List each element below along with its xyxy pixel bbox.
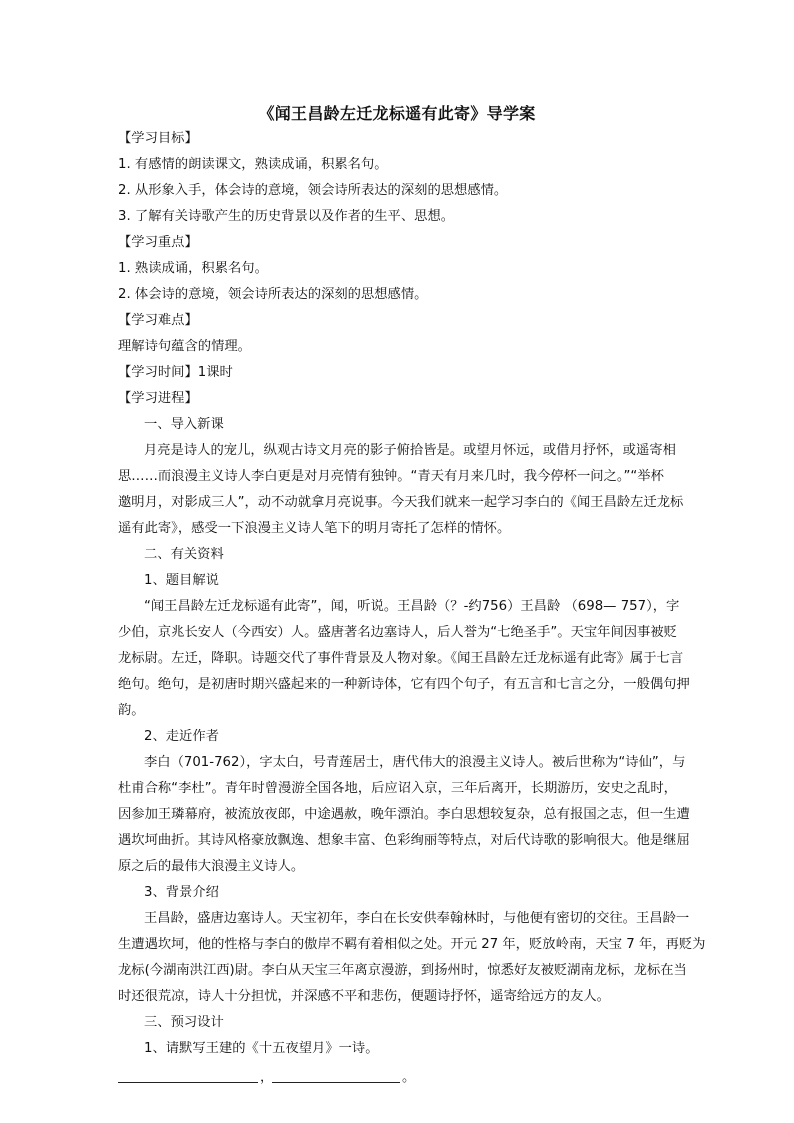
blank-comma: ， bbox=[260, 1070, 274, 1085]
blank-period: 。 bbox=[402, 1070, 416, 1085]
paragraph-line: 因参加王璘幕府，被流放夜郎，中途遇赦，晚年漂泊。李白思想较复杂，总有报国之志，但一生遭 bbox=[118, 807, 690, 822]
paragraph-line: 月亮是诗人的宠儿，纵观古诗文月亮的影子俯拾皆是。或望月怀远，或借月抒怀，或遥寄相 bbox=[144, 443, 676, 458]
process-heading: 【学习进程】 bbox=[118, 391, 198, 406]
paragraph-line: 思……而浪漫主义诗人李白更是对月亮情有独钟。“青天有月来几时，我今停杯一问之。”“举杯 bbox=[118, 469, 664, 484]
focus-item: 2. 体会诗的意境，领会诗所表达的深刻的思想感情。 bbox=[118, 287, 428, 302]
exercise-prompt: 1、请默写王建的《十五夜望月》一诗。 bbox=[144, 1041, 379, 1056]
paragraph-line: 杜甫合称“李杜”。青年时曾漫游全国各地，后应诏入京，三年后离开，长期游历，安史之乱时， bbox=[118, 781, 677, 796]
goal-item: 2. 从形象入手，体会诗的意境，领会诗所表达的深刻的思想感情。 bbox=[118, 183, 508, 198]
answer-blank-2[interactable] bbox=[272, 1062, 400, 1083]
paragraph-line: 原之后的最伟大浪漫主义诗人。 bbox=[118, 859, 305, 874]
goal-item: 1. 有感情的朗读课文，熟读成诵，积累名句。 bbox=[118, 157, 388, 172]
section-heading: 二、有关资料 bbox=[144, 547, 224, 562]
paragraph-line: 王昌龄，盛唐边塞诗人。天宝初年，李白在长安供奉翰林时，与他便有密切的交往。王昌龄一 bbox=[144, 911, 690, 926]
paragraph-line: 李白（701-762），字太白，号青莲居士，唐代伟大的浪漫主义诗人。被后世称为“诗仙”，与 bbox=[144, 755, 686, 770]
paragraph-line: 绝句。绝句，是初唐时期兴盛起来的一种新诗体，它有四个句子，有五言和七言之分，一般偶句押 bbox=[118, 677, 690, 692]
paragraph-line: “闻王昌龄左迁龙标遥有此寄”，闻，听说。王昌龄（？-约756）王昌龄 （698— 757），字 bbox=[144, 599, 680, 614]
paragraph-line: 龙标(今湖南洪江西)尉。李白从天宝三年离京漫游，到扬州时，惊悉好友被贬湖南龙标，龙标在当 bbox=[118, 963, 687, 978]
difficulty-heading: 【学习难点】 bbox=[118, 313, 198, 328]
focus-heading: 【学习重点】 bbox=[118, 235, 198, 250]
document-title: 《闻王昌龄左迁龙标遥有此寄》导学案 bbox=[258, 104, 536, 123]
section-heading: 三、预习设计 bbox=[144, 1015, 224, 1030]
focus-item: 1. 熟读成诵，积累名句。 bbox=[118, 261, 268, 276]
subsection-heading: 2、走近作者 bbox=[144, 729, 219, 744]
goals-heading: 【学习目标】 bbox=[118, 131, 198, 146]
paragraph-line: 时还很荒凉，诗人十分担忧，并深感不平和悲伤，便题诗抒怀，遥寄给远方的友人。 bbox=[118, 989, 610, 1004]
paragraph-line: 遇坎坷曲折。其诗风格豪放飘逸、想象丰富、色彩绚丽等特点，对后代诗歌的影响很大。他是继屈 bbox=[118, 833, 690, 848]
paragraph-line: 邀明月，对影成三人”，动不动就拿月亮说事。今天我们就来一起学习李白的《闻王昌龄左迁龙标 bbox=[118, 495, 684, 510]
paragraph-line: 龙标尉。左迁，降职。诗题交代了事件背景及人物对象。《闻王昌龄左迁龙标遥有此寄》属于七言 bbox=[118, 651, 684, 666]
answer-blank-1[interactable] bbox=[118, 1062, 258, 1083]
subsection-heading: 3、背景介绍 bbox=[144, 885, 219, 900]
time-line: 【学习时间】1课时 bbox=[118, 365, 233, 380]
section-heading: 一、导入新课 bbox=[144, 417, 224, 432]
goal-item: 3. 了解有关诗歌产生的历史背景以及作者的生平、思想。 bbox=[118, 209, 455, 224]
difficulty-text: 理解诗句蕴含的情理。 bbox=[118, 339, 251, 354]
paragraph-line: 少伯，京兆长安人（今西安）人。盛唐著名边塞诗人，后人誉为“七绝圣手”。天宝年间因事被贬 bbox=[118, 625, 677, 640]
subsection-heading: 1、题目解说 bbox=[144, 573, 219, 588]
paragraph-line: 韵。 bbox=[118, 703, 145, 718]
paragraph-line: 生遭遇坎坷，他的性格与李白的傲岸不羁有着相似之处。开元 27 年，贬放岭南，天宝 7 年，再贬为 bbox=[118, 937, 706, 952]
paragraph-line: 遥有此寄》，感受一下浪漫主义诗人笔下的明月寄托了怎样的情怀。 bbox=[118, 521, 511, 536]
